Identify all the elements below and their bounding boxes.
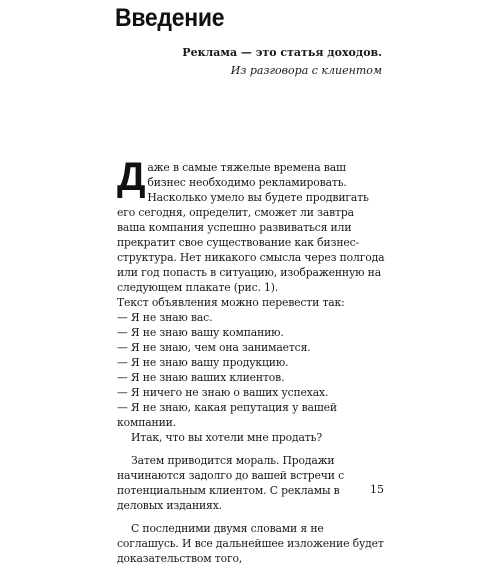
paragraph-spacer: [117, 513, 385, 521]
ad-line: — Я не знаю, какая репутация у вашей компании.: [117, 401, 337, 429]
ad-line: — Я не знаю ваших клиентов.: [117, 371, 285, 384]
ad-line: — Я не знаю, чем она занимается.: [117, 341, 311, 354]
ad-intro: Текст объявления можно перевести так:: [117, 296, 345, 309]
epigraph-source: Из разговора с клиентом: [230, 64, 382, 77]
ad-line: — Я не знаю вашу продукцию.: [117, 356, 289, 369]
epigraph-quote: Реклама — это статья доходов.: [182, 46, 382, 59]
drop-cap: Д: [117, 155, 146, 199]
body-text: [117, 155, 385, 566]
intro-paragraph: [117, 155, 385, 295]
ad-line: — Я ничего не знаю о ваших успехах.: [117, 386, 329, 399]
ad-line: — Я не знаю вас.: [117, 311, 213, 324]
page-number: 15: [370, 483, 384, 496]
question: Итак, что вы хотели мне продать?: [131, 431, 322, 444]
epigraph: [182, 44, 382, 80]
ad-line: — Я не знаю вашу компанию.: [117, 326, 284, 339]
paragraph-spacer: [117, 445, 385, 453]
closing-paragraph: С последними двумя словами я не соглашусь. И все дальнейшее изложение будет доказательством того,: [117, 522, 384, 565]
intro-paragraph-text: аже в самые тяжелые времена ваш бизнес необходимо рекламировать. Насколько умело вы будете продвигать его сегодня, определит, сможет ли завтра ваша компания успешно развиваться или прекратит свое существование как бизнес-структура. Нет никакого смысла через полгода или год попасть в ситуацию, изображенную на следующем плакате (рис. 1).: [117, 161, 385, 294]
moral-paragraph: Затем приводится мораль. Продажи начинаются задолго до вашей встречи с потенциальным клиентом. С рекламы в деловых изданиях.: [117, 454, 344, 512]
chapter-title: Введение: [115, 4, 225, 32]
